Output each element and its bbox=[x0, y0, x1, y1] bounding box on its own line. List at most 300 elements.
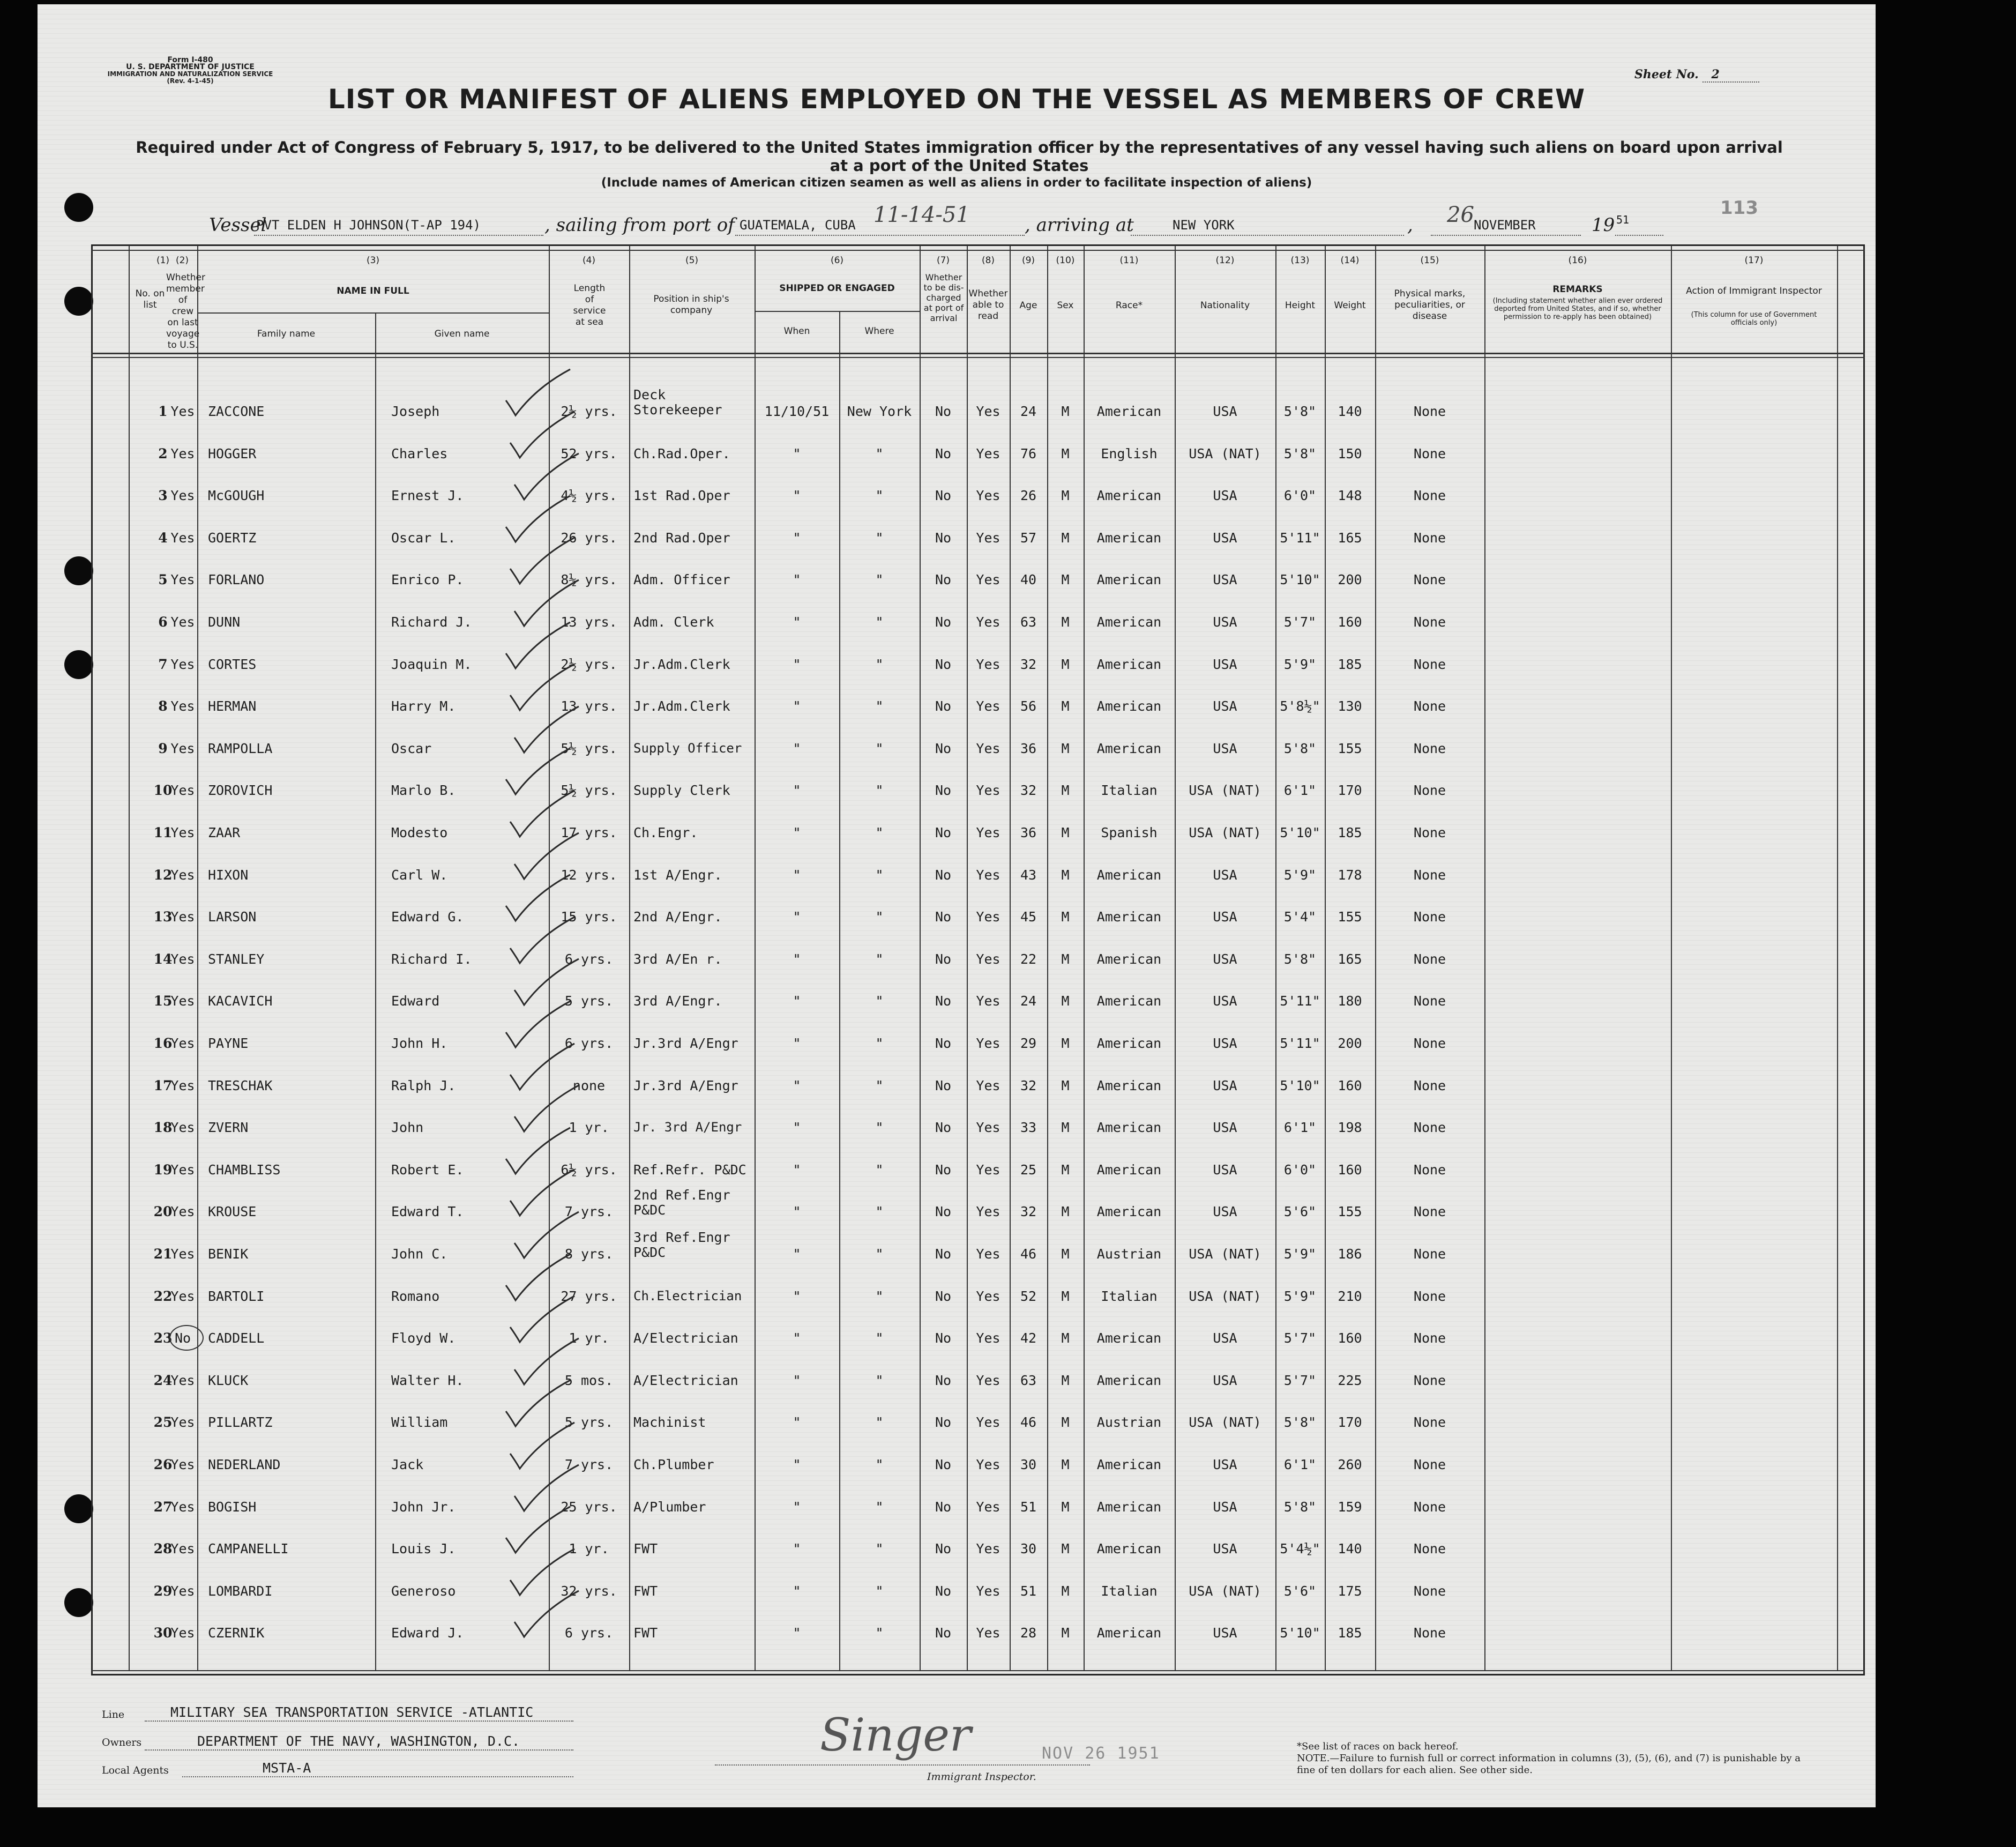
age-cell: 28 bbox=[1020, 1625, 1037, 1641]
shipped-where-cell: " bbox=[875, 488, 884, 503]
sex-cell: M bbox=[1061, 783, 1070, 798]
position-cell: Jr.Adm.Clerk bbox=[633, 698, 730, 714]
read-cell: Yes bbox=[976, 909, 1000, 925]
length-cell: 6½ yrs. bbox=[561, 1162, 617, 1178]
given-name-cell: Ernest J. bbox=[391, 488, 464, 503]
family-name-cell: HERMAN bbox=[208, 698, 257, 714]
check-mark-icon bbox=[512, 1588, 582, 1641]
height-cell: 5'7" bbox=[1283, 614, 1317, 630]
row-number: 26 bbox=[153, 1457, 173, 1472]
race-cell: Austrian bbox=[1096, 1414, 1162, 1430]
col-num: (14) bbox=[1340, 255, 1360, 266]
sex-cell: M bbox=[1061, 1162, 1070, 1178]
sex-cell: M bbox=[1061, 1289, 1070, 1304]
member-cell: Yes bbox=[170, 909, 195, 925]
position-cell: Ch.Electrician bbox=[633, 1289, 742, 1304]
read-cell: Yes bbox=[976, 1120, 1000, 1135]
height-cell: 6'1" bbox=[1283, 783, 1317, 798]
row-number: 15 bbox=[153, 993, 173, 1009]
read-cell: Yes bbox=[976, 1162, 1000, 1178]
age-cell: 56 bbox=[1020, 698, 1037, 714]
shipped-where-cell: " bbox=[875, 825, 884, 840]
race-cell: American bbox=[1096, 1499, 1162, 1515]
sex-cell: M bbox=[1061, 572, 1070, 587]
position-cell: 3rd Ref.Engr P&DC bbox=[633, 1230, 730, 1260]
header-read: Whether able to read bbox=[968, 288, 1008, 322]
length-cell: 32 yrs. bbox=[561, 1583, 617, 1599]
row-number: 27 bbox=[153, 1499, 173, 1515]
physical-marks-cell: None bbox=[1413, 446, 1446, 461]
sex-cell: M bbox=[1061, 1541, 1070, 1556]
member-cell: Yes bbox=[170, 1457, 195, 1472]
read-cell: Yes bbox=[976, 404, 1000, 419]
row-number: 29 bbox=[153, 1583, 173, 1599]
age-cell: 25 bbox=[1020, 1162, 1037, 1178]
length-cell: 5 mos. bbox=[564, 1373, 614, 1388]
shipped-where-cell: " bbox=[875, 1120, 884, 1135]
position-cell: FWT bbox=[633, 1583, 658, 1599]
age-cell: 32 bbox=[1020, 1078, 1037, 1093]
shipped-where-cell: " bbox=[875, 783, 884, 798]
header-shipped: SHIPPED OR ENGAGED bbox=[779, 283, 895, 294]
sex-cell: M bbox=[1061, 698, 1070, 714]
row-number: 9 bbox=[158, 741, 168, 756]
col-num: (12) bbox=[1215, 255, 1235, 266]
row-number: 23 bbox=[153, 1330, 173, 1346]
weight-cell: 150 bbox=[1338, 446, 1362, 461]
punch-hole bbox=[64, 650, 93, 679]
nationality-cell: USA bbox=[1213, 951, 1237, 967]
sex-cell: M bbox=[1061, 1457, 1070, 1472]
given-name-cell: Charles bbox=[391, 446, 448, 461]
race-cell: American bbox=[1096, 1373, 1162, 1388]
races-note: *See list of races on back hereof. bbox=[1297, 1741, 1459, 1752]
height-cell: 5'8" bbox=[1283, 1499, 1317, 1515]
discharged-cell: No bbox=[935, 1499, 952, 1515]
race-cell: American bbox=[1096, 572, 1162, 587]
weight-cell: 200 bbox=[1338, 572, 1362, 587]
read-cell: Yes bbox=[976, 1330, 1000, 1346]
physical-marks-cell: None bbox=[1413, 1330, 1446, 1346]
row-number: 21 bbox=[153, 1246, 173, 1262]
nationality-cell: USA bbox=[1213, 1078, 1237, 1093]
weight-cell: 200 bbox=[1338, 1036, 1362, 1051]
height-cell: 5'7" bbox=[1283, 1330, 1317, 1346]
height-cell: 5'11" bbox=[1280, 530, 1320, 546]
vessel-label: Vessel bbox=[209, 214, 267, 236]
discharged-cell: No bbox=[935, 1120, 952, 1135]
inspector-label: Immigrant Inspector. bbox=[927, 1771, 1036, 1783]
height-cell: 5'10" bbox=[1280, 825, 1320, 840]
discharged-cell: No bbox=[935, 1583, 952, 1599]
row-number: 18 bbox=[153, 1120, 173, 1135]
vessel-name: PVT ELDEN H JOHNSON(T-AP 194) bbox=[256, 218, 481, 233]
age-cell: 51 bbox=[1020, 1499, 1037, 1515]
physical-marks-cell: None bbox=[1413, 572, 1446, 587]
shipped-when-cell: " bbox=[793, 909, 801, 925]
shipped-when-cell: " bbox=[793, 1541, 801, 1556]
header-action-note: (This column for use of Government officials only) bbox=[1691, 311, 1817, 327]
sex-cell: M bbox=[1061, 993, 1070, 1009]
read-cell: Yes bbox=[976, 1078, 1000, 1093]
family-name-cell: STANLEY bbox=[208, 951, 265, 967]
length-cell: 17 yrs. bbox=[561, 825, 617, 840]
shipped-when-cell: " bbox=[793, 1078, 801, 1093]
physical-marks-cell: None bbox=[1413, 1289, 1446, 1304]
position-cell: Supply Clerk bbox=[633, 783, 730, 798]
weight-cell: 225 bbox=[1338, 1373, 1362, 1388]
line-label: Line bbox=[102, 1709, 125, 1721]
weight-cell: 210 bbox=[1338, 1289, 1362, 1304]
sex-cell: M bbox=[1061, 657, 1070, 672]
weight-cell: 160 bbox=[1338, 1162, 1362, 1178]
read-cell: Yes bbox=[976, 825, 1000, 840]
race-cell: American bbox=[1096, 530, 1162, 546]
nationality-cell: USA (NAT) bbox=[1189, 1289, 1261, 1304]
weight-cell: 155 bbox=[1338, 909, 1362, 925]
member-cell: Yes bbox=[170, 1204, 195, 1219]
shipped-where-cell: " bbox=[875, 1625, 884, 1641]
height-cell: 6'0" bbox=[1283, 1162, 1317, 1178]
sex-cell: M bbox=[1061, 614, 1070, 630]
shipped-when-cell: " bbox=[793, 741, 801, 756]
inspection-date-stamp: NOV 26 1951 bbox=[1042, 1744, 1160, 1763]
given-name-cell: Richard J. bbox=[391, 614, 472, 630]
read-cell: Yes bbox=[976, 572, 1000, 587]
position-cell: Adm. Clerk bbox=[633, 614, 714, 630]
read-cell: Yes bbox=[976, 1457, 1000, 1472]
shipped-when-cell: " bbox=[793, 488, 801, 503]
family-name-cell: ZAAR bbox=[208, 825, 241, 840]
age-cell: 30 bbox=[1020, 1541, 1037, 1556]
shipped-when-cell: " bbox=[793, 1246, 801, 1262]
shipped-where-cell: " bbox=[875, 1414, 884, 1430]
shipped-when-cell: " bbox=[793, 1499, 801, 1515]
discharged-cell: No bbox=[935, 1373, 952, 1388]
arriving-port: NEW YORK bbox=[1173, 218, 1235, 233]
shipped-when-cell: " bbox=[793, 1373, 801, 1388]
given-name-cell: Carl W. bbox=[391, 867, 448, 883]
nationality-cell: USA bbox=[1213, 530, 1237, 546]
height-cell: 5'9" bbox=[1283, 867, 1317, 883]
read-cell: Yes bbox=[976, 1289, 1000, 1304]
sex-cell: M bbox=[1061, 951, 1070, 967]
height-cell: 5'11" bbox=[1280, 1036, 1320, 1051]
sex-cell: M bbox=[1061, 404, 1070, 419]
form-identification bbox=[102, 57, 279, 85]
sex-cell: M bbox=[1061, 1414, 1070, 1430]
age-cell: 46 bbox=[1020, 1246, 1037, 1262]
family-name-cell: GOERTZ bbox=[208, 530, 257, 546]
member-cell: Yes bbox=[170, 657, 195, 672]
given-name-cell: Richard I. bbox=[391, 951, 472, 967]
family-name-cell: RAMPOLLA bbox=[208, 741, 273, 756]
discharged-cell: No bbox=[935, 446, 952, 461]
race-cell: American bbox=[1096, 1036, 1162, 1051]
weight-cell: 260 bbox=[1338, 1457, 1362, 1472]
length-cell: 13 yrs. bbox=[561, 614, 617, 630]
length-cell: 25 yrs. bbox=[561, 1499, 617, 1515]
year-prefix: 19 bbox=[1592, 214, 1615, 236]
shipped-when-cell: " bbox=[793, 572, 801, 587]
arrival-day-handwritten: 26 bbox=[1447, 203, 1474, 227]
read-cell: Yes bbox=[976, 488, 1000, 503]
given-name-cell: Joseph bbox=[391, 404, 440, 419]
read-cell: Yes bbox=[976, 1414, 1000, 1430]
family-name-cell: FORLANO bbox=[208, 572, 265, 587]
family-name-cell: KROUSE bbox=[208, 1204, 257, 1219]
family-name-cell: HOGGER bbox=[208, 446, 257, 461]
shipped-where-cell: " bbox=[875, 1289, 884, 1304]
race-cell: Italian bbox=[1101, 1583, 1158, 1599]
position-cell: Machinist bbox=[633, 1414, 706, 1430]
col-num: (17) bbox=[1744, 255, 1764, 266]
family-name-cell: LARSON bbox=[208, 909, 257, 925]
age-cell: 32 bbox=[1020, 783, 1037, 798]
weight-cell: 170 bbox=[1338, 1414, 1362, 1430]
header-where: Where bbox=[864, 326, 894, 337]
nationality-cell: USA bbox=[1213, 1373, 1237, 1388]
weight-cell: 198 bbox=[1338, 1120, 1362, 1135]
member-cell: Yes bbox=[170, 1541, 195, 1556]
shipped-when-cell: " bbox=[793, 1583, 801, 1599]
shipped-when-cell: " bbox=[793, 698, 801, 714]
col-num: (15) bbox=[1420, 255, 1439, 266]
race-cell: American bbox=[1096, 993, 1162, 1009]
header-no: No. on list bbox=[135, 288, 165, 310]
height-cell: 6'1" bbox=[1283, 1457, 1317, 1472]
read-cell: Yes bbox=[976, 530, 1000, 546]
physical-marks-cell: None bbox=[1413, 1457, 1446, 1472]
row-number: 4 bbox=[158, 530, 168, 546]
physical-marks-cell: None bbox=[1413, 1204, 1446, 1219]
height-cell: 6'1" bbox=[1283, 1120, 1317, 1135]
race-cell: English bbox=[1101, 446, 1158, 461]
age-cell: 63 bbox=[1020, 1373, 1037, 1388]
age-cell: 36 bbox=[1020, 741, 1037, 756]
member-cell: Yes bbox=[170, 1414, 195, 1430]
shipped-where-cell: " bbox=[875, 951, 884, 967]
nationality-cell: USA (NAT) bbox=[1189, 825, 1261, 840]
family-name-cell: TRESCHAK bbox=[208, 1078, 273, 1093]
header-nationality: Nationality bbox=[1200, 300, 1250, 311]
age-cell: 33 bbox=[1020, 1120, 1037, 1135]
given-name-cell: Joaquin M. bbox=[391, 657, 472, 672]
weight-cell: 160 bbox=[1338, 1330, 1362, 1346]
family-name-cell: NEDERLAND bbox=[208, 1457, 281, 1472]
nationality-cell: USA bbox=[1213, 1541, 1237, 1556]
age-cell: 63 bbox=[1020, 614, 1037, 630]
length-cell: 1 yr. bbox=[569, 1541, 609, 1556]
family-name-cell: CHAMBLISS bbox=[208, 1162, 281, 1178]
length-cell: 26 yrs. bbox=[561, 530, 617, 546]
shipped-where-cell: " bbox=[875, 1541, 884, 1556]
shipped-when-cell: " bbox=[793, 1036, 801, 1051]
weight-cell: 180 bbox=[1338, 993, 1362, 1009]
length-cell: 2½ yrs. bbox=[561, 657, 617, 672]
row-number: 7 bbox=[158, 657, 168, 672]
physical-marks-cell: None bbox=[1413, 1541, 1446, 1556]
discharged-cell: No bbox=[935, 1330, 952, 1346]
given-name-cell: Marlo B. bbox=[391, 783, 456, 798]
age-cell: 46 bbox=[1020, 1414, 1037, 1430]
read-cell: Yes bbox=[976, 614, 1000, 630]
given-name-cell: Edward G. bbox=[391, 909, 464, 925]
given-name-cell: Oscar L. bbox=[391, 530, 456, 546]
height-cell: 5'7" bbox=[1283, 1373, 1317, 1388]
race-cell: Italian bbox=[1101, 783, 1158, 798]
discharged-cell: No bbox=[935, 909, 952, 925]
member-cell: Yes bbox=[170, 404, 195, 419]
discharged-cell: No bbox=[935, 1204, 952, 1219]
read-cell: Yes bbox=[976, 1499, 1000, 1515]
race-cell: American bbox=[1096, 614, 1162, 630]
age-cell: 76 bbox=[1020, 446, 1037, 461]
race-cell: American bbox=[1096, 698, 1162, 714]
col-num: (1) bbox=[156, 255, 170, 266]
length-cell: 12 yrs. bbox=[561, 867, 617, 883]
read-cell: Yes bbox=[976, 1541, 1000, 1556]
row-number: 30 bbox=[153, 1625, 173, 1641]
physical-marks-cell: None bbox=[1413, 1246, 1446, 1262]
shipped-where-cell: " bbox=[875, 1204, 884, 1219]
read-cell: Yes bbox=[976, 741, 1000, 756]
weight-cell: 178 bbox=[1338, 867, 1362, 883]
read-cell: Yes bbox=[976, 446, 1000, 461]
discharged-cell: No bbox=[935, 1162, 952, 1178]
race-cell: Spanish bbox=[1101, 825, 1158, 840]
discharged-cell: No bbox=[935, 698, 952, 714]
position-cell: Jr.3rd A/Engr bbox=[633, 1078, 738, 1093]
comma: , bbox=[1407, 214, 1413, 236]
position-cell: 2nd Ref.Engr P&DC bbox=[633, 1187, 730, 1218]
given-name-cell: Louis J. bbox=[391, 1541, 456, 1556]
shipped-where-cell: " bbox=[875, 572, 884, 587]
discharged-cell: No bbox=[935, 488, 952, 503]
height-cell: 5'6" bbox=[1283, 1583, 1317, 1599]
arrival-month: NOVEMBER bbox=[1474, 218, 1536, 233]
header-action: Action of Immigrant Inspector bbox=[1686, 286, 1822, 296]
weight-cell: 140 bbox=[1338, 404, 1362, 419]
header-remarks-note: (Including statement whether alien ever ordered deported from United States, and if so, whether permission to re-apply has been obtained) bbox=[1492, 297, 1663, 321]
punch-hole bbox=[64, 193, 93, 222]
service: IMMIGRATION AND NATURALIZATION SERVICE bbox=[107, 70, 273, 78]
position-cell: A/Electrician bbox=[633, 1373, 738, 1388]
col-num: (10) bbox=[1056, 255, 1075, 266]
length-cell: 27 yrs. bbox=[561, 1289, 617, 1304]
discharged-cell: No bbox=[935, 1457, 952, 1472]
family-name-cell: CADDELL bbox=[208, 1330, 265, 1346]
physical-marks-cell: None bbox=[1413, 1162, 1446, 1178]
member-cell: Yes bbox=[170, 446, 195, 461]
nationality-cell: USA (NAT) bbox=[1189, 1583, 1261, 1599]
race-cell: American bbox=[1096, 657, 1162, 672]
position-cell: 1st Rad.Oper bbox=[633, 488, 730, 503]
shipped-when-cell: " bbox=[793, 1162, 801, 1178]
race-cell: American bbox=[1096, 867, 1162, 883]
length-cell: 5½ yrs. bbox=[561, 741, 617, 756]
shipped-where-cell: " bbox=[875, 1246, 884, 1262]
punch-hole bbox=[64, 287, 93, 316]
height-cell: 5'10" bbox=[1280, 1625, 1320, 1641]
discharged-cell: No bbox=[935, 783, 952, 798]
family-name-cell: ZACCONE bbox=[208, 404, 265, 419]
row-number: 8 bbox=[158, 698, 168, 714]
member-cell: Yes bbox=[170, 1625, 195, 1641]
height-cell: 5'9" bbox=[1283, 657, 1317, 672]
shipped-when-cell: " bbox=[793, 993, 801, 1009]
position-cell: 2nd Rad.Oper bbox=[633, 530, 730, 546]
shipped-where-cell: " bbox=[875, 1162, 884, 1178]
age-cell: 32 bbox=[1020, 657, 1037, 672]
race-cell: American bbox=[1096, 1120, 1162, 1135]
punch-hole bbox=[64, 556, 93, 585]
given-name-cell: Edward J. bbox=[391, 1625, 464, 1641]
nationality-cell: USA bbox=[1213, 909, 1237, 925]
member-cell: Yes bbox=[170, 1078, 195, 1093]
nationality-cell: USA bbox=[1213, 488, 1237, 503]
col-num: (2) bbox=[175, 255, 189, 266]
age-cell: 24 bbox=[1020, 404, 1037, 419]
revision: (Rev. 4-1-45) bbox=[167, 77, 214, 85]
physical-marks-cell: None bbox=[1413, 1373, 1446, 1388]
row-number: 11 bbox=[153, 825, 173, 840]
age-cell: 43 bbox=[1020, 867, 1037, 883]
age-cell: 57 bbox=[1020, 530, 1037, 546]
position-cell: Adm. Officer bbox=[633, 572, 730, 587]
family-name-cell: LOMBARDI bbox=[208, 1583, 273, 1599]
length-cell: 8½ yrs. bbox=[561, 572, 617, 587]
given-name-cell: John bbox=[391, 1120, 424, 1135]
member-cell: Yes bbox=[170, 530, 195, 546]
height-cell: 5'11" bbox=[1280, 993, 1320, 1009]
height-cell: 5'8" bbox=[1283, 741, 1317, 756]
col-num: (5) bbox=[685, 255, 699, 266]
race-cell: American bbox=[1096, 1541, 1162, 1556]
given-name-cell: Edward bbox=[391, 993, 440, 1009]
col-num: (6) bbox=[830, 255, 844, 266]
weight-cell: 130 bbox=[1338, 698, 1362, 714]
position-cell: Ch.Plumber bbox=[633, 1457, 714, 1472]
nationality-cell: USA (NAT) bbox=[1189, 783, 1261, 798]
header-weight: Weight bbox=[1334, 300, 1366, 311]
physical-marks-cell: None bbox=[1413, 1625, 1446, 1641]
row-number: 25 bbox=[153, 1414, 173, 1430]
weight-cell: 185 bbox=[1338, 657, 1362, 672]
sex-cell: M bbox=[1061, 1036, 1070, 1051]
page-stamp-number: 113 bbox=[1720, 197, 1758, 219]
length-cell: 8 yrs. bbox=[564, 1246, 614, 1262]
shipped-where-cell: " bbox=[875, 1583, 884, 1599]
discharged-cell: No bbox=[935, 741, 952, 756]
given-name-cell: John Jr. bbox=[391, 1499, 456, 1515]
header-discharged: Whether to be dis-charged at port of arrival bbox=[923, 272, 964, 323]
race-cell: American bbox=[1096, 1204, 1162, 1219]
discharged-cell: No bbox=[935, 993, 952, 1009]
read-cell: Yes bbox=[976, 867, 1000, 883]
length-cell: 1 yr. bbox=[569, 1330, 609, 1346]
punch-hole bbox=[64, 1494, 93, 1523]
discharged-cell: No bbox=[935, 951, 952, 967]
nationality-cell: USA bbox=[1213, 1499, 1237, 1515]
shipped-when-cell: " bbox=[793, 825, 801, 840]
member-cell: Yes bbox=[170, 825, 195, 840]
discharged-cell: No bbox=[935, 614, 952, 630]
header-sex: Sex bbox=[1057, 300, 1074, 311]
race-cell: American bbox=[1096, 488, 1162, 503]
sex-cell: M bbox=[1061, 1204, 1070, 1219]
sex-cell: M bbox=[1061, 867, 1070, 883]
